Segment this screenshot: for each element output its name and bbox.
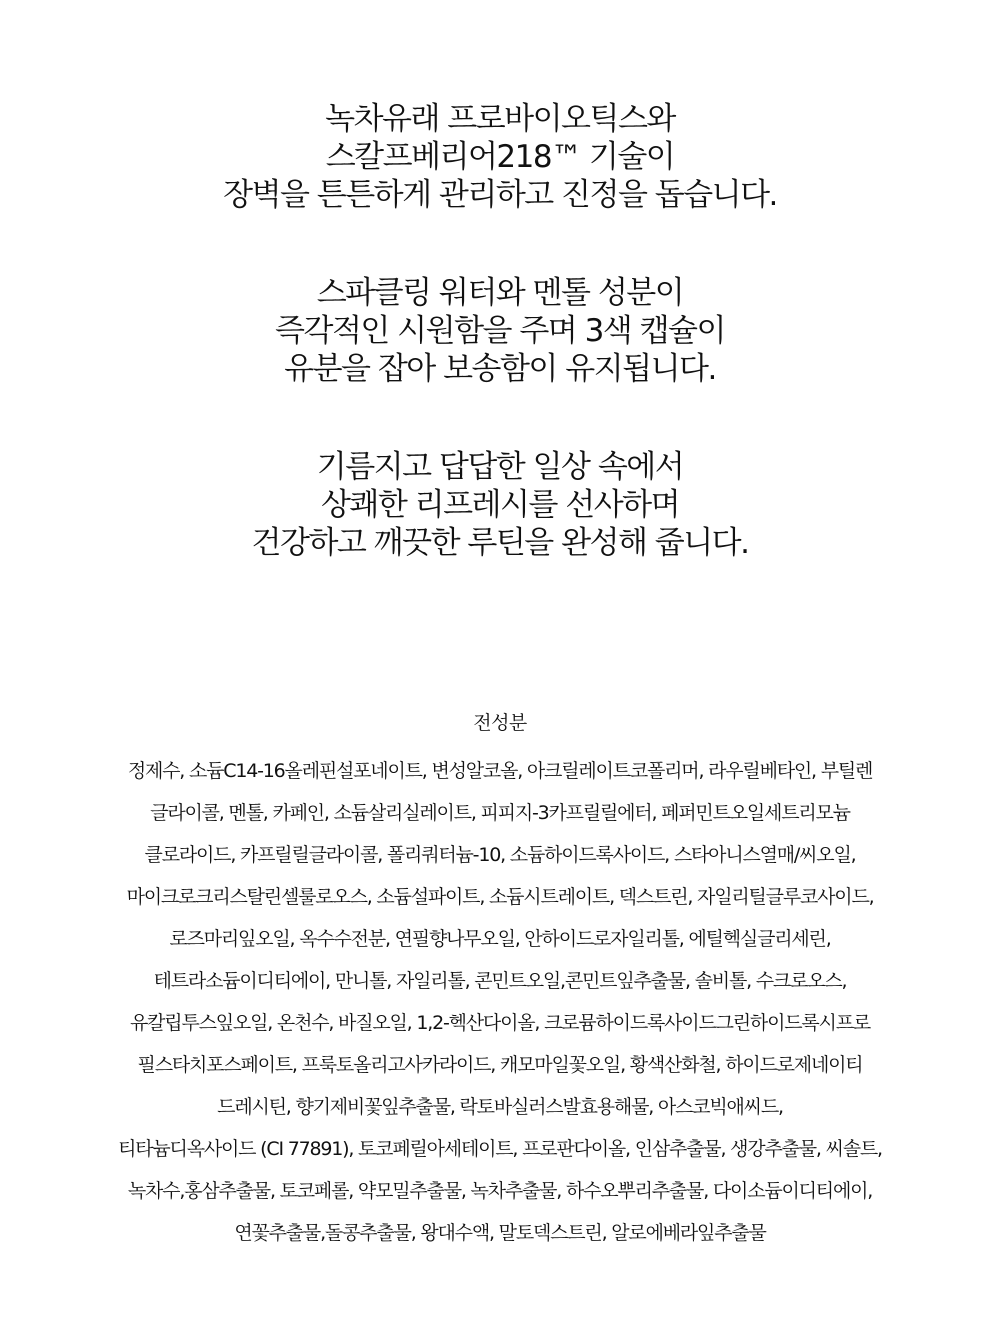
intro-line: 기름지고 답답한 일상 속에서	[316, 449, 684, 485]
ingredients-line: 정제수, 소듐C14-16올레핀설포네이트, 변성알코올, 아크릴레이트코폴리머, 라우릴베타인, 부틸렌	[127, 760, 873, 782]
intro-line: 상쾌한 리프레시를 선사하며	[320, 487, 680, 523]
ingredients-line: 녹차수,홍삼추출물, 토코페롤, 약모밀추출물, 녹차추출물, 하수오뿌리추출물, 다이소듐이디티에이,	[127, 1180, 873, 1202]
intro-line: 장벽을 튼튼하게 관리하고 진정을 돕습니다.	[223, 177, 777, 213]
intro-line: 유분을 잡아 보송함이 유지됩니다.	[284, 351, 716, 387]
intro-paragraph-2	[0, 274, 1000, 388]
ingredients-line: 로즈마리잎오일, 옥수수전분, 연필향나무오일, 안하이드로자일리톨, 에틸헥실글리세린,	[169, 928, 831, 950]
ingredients-line: 드레시틴, 향기제비꽃잎추출물, 락토바실러스발효용해물, 아스코빅애씨드,	[217, 1096, 783, 1118]
intro-paragraph-1	[0, 100, 1000, 214]
ingredients-section	[0, 708, 1000, 1254]
ingredients-list	[0, 750, 1000, 1254]
ingredients-title: 전성분	[473, 712, 527, 734]
intro-line: 즉각적인 시원함을 주며 3색 캡슐이	[275, 313, 725, 349]
intro-copy	[0, 100, 1000, 622]
intro-paragraph-3	[0, 448, 1000, 562]
intro-line: 스파클링 워터와 멘톨 성분이	[316, 275, 684, 311]
ingredients-line: 클로라이드, 카프릴릴글라이콜, 폴리쿼터늄-10, 소듐하이드록사이드, 스타아니스열매/씨오일,	[144, 844, 856, 866]
ingredients-line: 마이크로크리스탈린셀룰로오스, 소듐설파이트, 소듐시트레이트, 덱스트린, 자일리틸글루코사이드,	[126, 886, 874, 908]
ingredients-line: 유칼립투스잎오일, 온천수, 바질오일, 1,2-헥산다이올, 크로뮴하이드록사이드그린하이드록시프로	[130, 1012, 870, 1034]
intro-line: 건강하고 깨끗한 루틴을 완성해 줍니다.	[251, 525, 749, 561]
ingredients-line: 테트라소듐이디티에이, 만니톨, 자일리톨, 콘민트오일,콘민트잎추출물, 솔비톨, 수크로오스,	[153, 970, 847, 992]
ingredients-line: 필스타치포스페이트, 프룩토올리고사카라이드, 캐모마일꽃오일, 황색산화철, 하이드로제네이티	[137, 1054, 863, 1076]
intro-line: 녹차유래 프로바이오틱스와	[325, 101, 675, 137]
intro-line: 스칼프베리어218™ 기술이	[325, 139, 675, 175]
ingredients-line: 티타늄디옥사이드 (CI 77891), 토코페릴아세테이트, 프로판다이올, 인삼추출물, 생강추출물, 씨솔트,	[118, 1138, 882, 1160]
ingredients-line: 연꽃추출물,돌콩추출물, 왕대수액, 말토덱스트린, 알로에베라잎추출물	[234, 1222, 766, 1244]
ingredients-line: 글라이콜, 멘톨, 카페인, 소듐살리실레이트, 피피지-3카프릴릴에터, 페퍼민트오일세트리모늄	[150, 802, 850, 824]
